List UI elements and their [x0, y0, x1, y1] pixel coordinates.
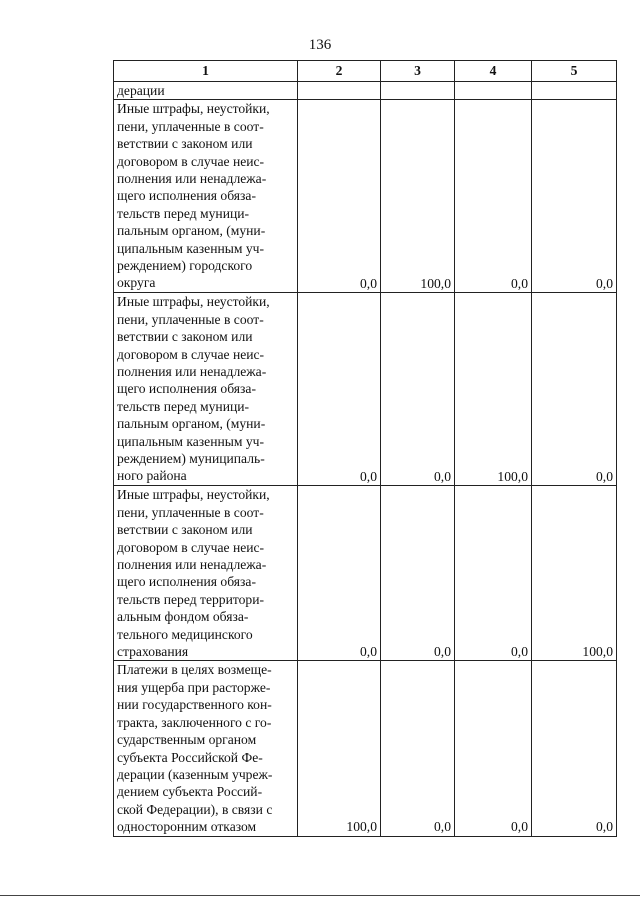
budget-table: [113, 60, 617, 837]
row-value-col2: 0,0: [298, 486, 381, 661]
row-value-col4: 0,0: [455, 661, 532, 836]
row-value-col3: 100,0: [381, 100, 455, 293]
page-bottom-rule: [0, 895, 640, 896]
row-description: Иные штрафы, неустойки, пени, уплаченные в соот- ветствии с законом или договором в случае неис- полнения или ненадлежа- щего исполнения обяза- тельств перед территори- альным фондом обяза- тельного медицинского страхования: [114, 486, 298, 661]
row-value-col2: [298, 82, 381, 100]
row-value-col4: 0,0: [455, 486, 532, 661]
row-description: Платежи в целях возмеще- ния ущерба при расторже- нии государственного кон- тракта, заключенного с го- сударственным органом субъекта Российской Фе- дерации (казенным учреж- дением субъекта Россий- ской Федерации), в связи с односторонним отказом: [114, 661, 298, 836]
row-value-col4: 0,0: [455, 100, 532, 293]
row-value-col2: 0,0: [298, 100, 381, 293]
row-value-col2: 0,0: [298, 293, 381, 486]
row-description: дерации: [114, 82, 298, 100]
row-value-col4: 100,0: [455, 293, 532, 486]
row-value-col5: 100,0: [532, 486, 617, 661]
table-row: [114, 82, 617, 100]
row-value-col2: 100,0: [298, 661, 381, 836]
row-value-col3: 0,0: [381, 661, 455, 836]
row-value-col5: 0,0: [532, 293, 617, 486]
table-header-row: [114, 61, 617, 82]
row-description: Иные штрафы, неустойки, пени, уплаченные в соот- ветствии с законом или договором в случае неис- полнения или ненадлежа- щего исполнения обяза- тельств перед муници- пальным органом, (муни- ципальным казенным уч- реждением) городского округа: [114, 100, 298, 293]
row-value-col5: 0,0: [532, 661, 617, 836]
table-row: [114, 293, 617, 486]
row-value-col3: 0,0: [381, 293, 455, 486]
row-description: Иные штрафы, неустойки, пени, уплаченные в соот- ветствии с законом или договором в случае неис- полнения или ненадлежа- щего исполнения обяза- тельств перед муници- пальным органом, (муни- ципальным казенным уч- реждением) муниципаль- ного района: [114, 293, 298, 486]
row-value-col3: 0,0: [381, 486, 455, 661]
column-header-1: 1: [114, 61, 298, 82]
page-number: 136: [308, 37, 332, 53]
column-header-4: 4: [455, 61, 532, 82]
column-header-5: 5: [532, 61, 617, 82]
column-header-3: 3: [381, 61, 455, 82]
row-value-col4: [455, 82, 532, 100]
table-row: [114, 486, 617, 661]
table-row: [114, 100, 617, 293]
row-value-col3: [381, 82, 455, 100]
row-value-col5: [532, 82, 617, 100]
table-row: [114, 661, 617, 836]
row-value-col5: 0,0: [532, 100, 617, 293]
column-header-2: 2: [298, 61, 381, 82]
